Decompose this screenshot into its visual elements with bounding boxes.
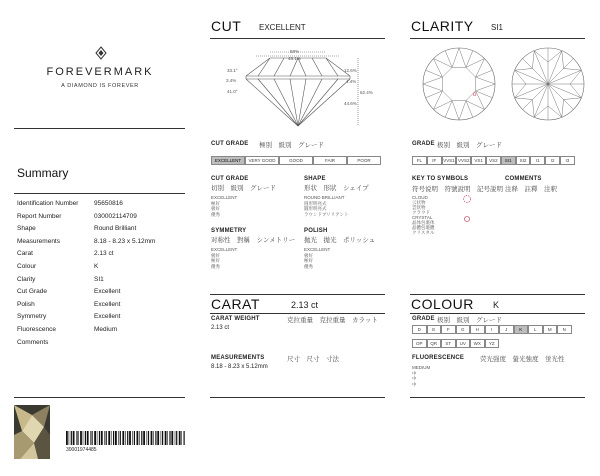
scale-cell: YZ	[485, 339, 500, 348]
summary-row	[17, 288, 177, 298]
colour-grade-label: GRADE	[412, 316, 435, 322]
clarity-grade-scale	[412, 156, 575, 165]
summary-row	[17, 250, 177, 260]
colour-grade-jp: 极别 級別 グレード	[437, 317, 502, 324]
summary-row	[17, 225, 177, 235]
summary-row-label: Comments	[17, 338, 49, 346]
polish-block-line: EXCELLENT	[304, 247, 331, 252]
summary-row-label: Fluorescence	[17, 326, 57, 333]
summary-row	[17, 301, 177, 311]
left-rule-bottom	[14, 397, 185, 398]
cut-grade-scale	[211, 156, 381, 165]
barcode-number: 30001974485	[66, 447, 97, 453]
cut-grade-label: CUT GRADE	[211, 141, 249, 147]
shape-block-line: 圆形明亮式	[304, 200, 327, 206]
scale-cell: POOR	[347, 156, 381, 165]
summary-row	[17, 238, 177, 248]
diamond-photo	[14, 405, 50, 459]
scale-cell: I	[485, 325, 500, 334]
summary-row-value: 030002114709	[94, 212, 137, 220]
polish-block-label: POLISH	[304, 228, 328, 234]
fluorescence-line: 中	[412, 370, 417, 376]
symmetry-block-line: 優秀	[211, 263, 220, 269]
diagram-crown-angle: 33.1°	[227, 68, 238, 73]
summary-row-value: Round Brilliant	[94, 225, 137, 233]
scale-cell: FL	[412, 156, 427, 165]
cut-grade-jp: 極別 級別 グレード	[259, 142, 324, 149]
diamond-logo-icon	[95, 46, 107, 60]
summary-row-label: Polish	[17, 300, 35, 308]
symbols-jp: 符号说明 符號說明 記号説明	[412, 186, 503, 193]
scale-cell: E	[427, 325, 442, 334]
fluorescence-jp: 荧光强度 螢光強度 蛍光性	[480, 356, 565, 363]
shape-block-jp: 形状 形狀 シェイプ	[304, 185, 369, 192]
symbol-line: CRYSTAL	[412, 215, 433, 220]
barcode	[66, 431, 186, 445]
measurements-value: 8.18 - 8.23 x 5.12mm	[211, 364, 268, 370]
symbol-line: 雲狀物	[412, 205, 426, 210]
symmetry-block-jp: 对称性 對稱 シンメトリー	[211, 237, 296, 244]
summary-row-value: 8.18 - 8.23 x 5.12mm	[94, 237, 156, 245]
symmetry-block-line: EXCELLENT	[211, 247, 238, 252]
symbol-line: クリスタル	[412, 230, 435, 235]
scale-cell: SI2	[516, 156, 531, 165]
summary-row-value: K	[94, 263, 99, 270]
symbol-line: 晶體包裹體	[412, 225, 435, 230]
summary-row	[17, 313, 177, 323]
carat-weight-label: CARAT WEIGHT	[211, 316, 260, 322]
clarity-title: CLARITY	[411, 18, 474, 34]
colour-title-rule	[410, 313, 585, 314]
summary-row-label: Report Number	[17, 212, 62, 220]
scale-cell: G	[456, 325, 471, 334]
scale-cell: EXCELLENT	[211, 156, 245, 165]
summary-row-value: Excellent	[94, 288, 121, 296]
cut-grade-block-line: 极好	[211, 206, 220, 211]
polish-block-line: 极好	[304, 252, 313, 258]
summary-row-value: Excellent	[94, 313, 121, 321]
shape-block-line: ROUND BRILLIANT	[304, 195, 345, 200]
fluorescence-line: MEDIUM	[412, 365, 431, 370]
comments-label: COMMENTS	[505, 176, 542, 182]
summary-row-value: SI1	[94, 275, 104, 283]
measurements-label: MEASUREMENTS	[211, 355, 265, 361]
summary-row-value: 2.13 ct	[94, 250, 114, 258]
scale-cell: FAIR	[313, 156, 347, 165]
scale-cell: I3	[560, 156, 575, 165]
diagram-crown-pct: 48.1%	[288, 56, 301, 61]
summary-row-label: Clarity	[17, 275, 36, 283]
scale-cell: N	[557, 325, 572, 334]
diagram-total-depth: 44.6%	[344, 101, 357, 106]
cut-grade-block-label: CUT GRADE	[211, 176, 249, 182]
scale-cell: D	[412, 325, 427, 334]
carat-weight-value: 2.13 ct	[211, 325, 230, 331]
scale-cell: OP	[412, 339, 427, 348]
brand-tagline: A DIAMOND IS FOREVER	[61, 83, 139, 89]
scale-cell: M	[543, 325, 558, 334]
carat-title: CARAT	[211, 296, 260, 312]
cut-value: EXCELLENT	[259, 23, 306, 32]
scale-cell: I2	[545, 156, 560, 165]
cut-grade-block-line: 極好	[211, 200, 220, 206]
colour-title: COLOUR	[411, 296, 474, 312]
carat-weight-jp: 克拉重量 克拉重量 カラット	[287, 317, 378, 324]
scale-cell: VERY GOOD	[245, 156, 279, 165]
cut-grade-block-line: EXCELLENT	[211, 195, 238, 200]
diagram-girdle: 3.4%	[226, 78, 237, 83]
fluorescence-line: 中	[412, 381, 417, 387]
clarity-value: SI1	[491, 23, 504, 32]
clarity-grade-label: GRADE	[412, 141, 435, 147]
colour-bottom-rule	[410, 397, 585, 398]
summary-row	[17, 213, 177, 223]
diagram-pavilion-angle: 41.0°	[227, 89, 238, 94]
summary-row-label: Cut Grade	[17, 288, 47, 296]
scale-cell: VVS1	[443, 158, 455, 163]
shape-block-label: SHAPE	[304, 176, 326, 182]
scale-cell: K	[514, 325, 529, 334]
scale-cell: IF	[427, 156, 442, 165]
symbol-line: 晶体包裹体	[412, 220, 435, 225]
polish-block-jp: 抛光 拋光 ポリッシュ	[304, 237, 376, 244]
diagram-girdle-pct: 4.4%	[346, 79, 357, 84]
summary-row	[17, 339, 177, 349]
clarity-plot-crown	[421, 46, 497, 122]
brand-logo-block	[40, 40, 160, 100]
left-rule-top	[14, 128, 185, 129]
colour-grade-scale-extended	[412, 339, 499, 348]
scale-cell: UV	[456, 339, 471, 348]
summary-row-label: Colour	[17, 263, 37, 270]
scale-cell: VS2	[486, 156, 501, 165]
carat-title-rule	[210, 313, 385, 314]
colour-top-rule	[410, 294, 585, 295]
summary-row-label: Measurements	[17, 237, 60, 245]
summary-row-value: Excellent	[94, 300, 121, 308]
summary-row	[17, 200, 177, 210]
summary-row	[17, 276, 177, 286]
polish-block-line: 極好	[304, 258, 313, 263]
summary-rule	[14, 193, 185, 194]
scale-cell: ST	[441, 339, 456, 348]
symmetry-block-line: 极好	[211, 252, 220, 258]
carat-value: 2.13 ct	[291, 300, 319, 310]
scale-cell: I1	[530, 156, 545, 165]
carat-bottom-rule	[210, 397, 385, 398]
polish-block-line: 優秀	[304, 263, 313, 269]
symbols-label: KEY TO SYMBOLS	[412, 176, 469, 182]
scale-cell: H	[470, 325, 485, 334]
summary-row-label: Carat	[17, 250, 33, 258]
cut-title-rule	[210, 38, 385, 39]
comments-jp: 注释 註釋 注釈	[505, 186, 557, 193]
summary-row-value: Medium	[94, 326, 118, 333]
scale-cell: J	[499, 325, 514, 334]
symbol-line: CLOUD	[412, 195, 428, 200]
summary-row-label: Identification Number	[17, 200, 79, 207]
diagram-table-pct: 58%	[290, 49, 300, 54]
shape-block-line: ラウンドブリリアント	[304, 211, 349, 217]
summary-title: Summary	[17, 166, 69, 180]
cut-title: CUT	[211, 18, 242, 34]
scale-cell: WX	[470, 339, 485, 348]
scale-cell: VVS2	[458, 158, 470, 163]
summary-row-label: Shape	[17, 225, 36, 233]
symmetry-block-line: 極好	[211, 258, 220, 263]
colour-grade-scale	[412, 325, 572, 334]
summary-row-label: Symmetry	[17, 313, 47, 321]
cloud-symbol-icon	[462, 194, 472, 204]
shape-block-line: 圓形明亮式	[304, 206, 327, 211]
diagram-crown-height: 12.6%	[344, 68, 357, 73]
symbol-line: 云状物	[412, 200, 426, 205]
carat-top-rule	[210, 294, 385, 295]
scale-cell: L	[528, 325, 543, 334]
scale-cell: VS1	[471, 156, 486, 165]
scale-cell: F	[441, 325, 456, 334]
brand-name: FOREVERMARK	[46, 66, 154, 78]
summary-row	[17, 326, 177, 336]
scale-cell: QR	[427, 339, 442, 348]
fluorescence-label: FLUORESCENCE	[412, 355, 465, 361]
scale-cell: GOOD	[279, 156, 313, 165]
clarity-title-rule	[410, 38, 585, 39]
cut-grade-block-line: 優秀	[211, 211, 220, 217]
colour-value: K	[493, 300, 500, 310]
summary-row	[17, 263, 177, 273]
summary-row-value: 95650816	[94, 200, 123, 207]
fluorescence-line: 中	[412, 376, 417, 381]
measurements-jp: 尺寸 尺寸 寸法	[287, 356, 339, 363]
clarity-grade-jp: 极别 級別 グレード	[437, 142, 502, 149]
scale-cell: SI1	[501, 156, 516, 165]
diagram-pavilion-depth: 62.4%	[360, 90, 373, 95]
symbol-line: クラウド	[412, 210, 430, 215]
cut-grade-block-jp: 切別 級別 グレード	[211, 185, 276, 192]
symmetry-block-label: SYMMETRY	[211, 228, 247, 234]
clarity-plot-pavilion	[510, 46, 586, 122]
crystal-symbol-icon	[462, 214, 472, 224]
